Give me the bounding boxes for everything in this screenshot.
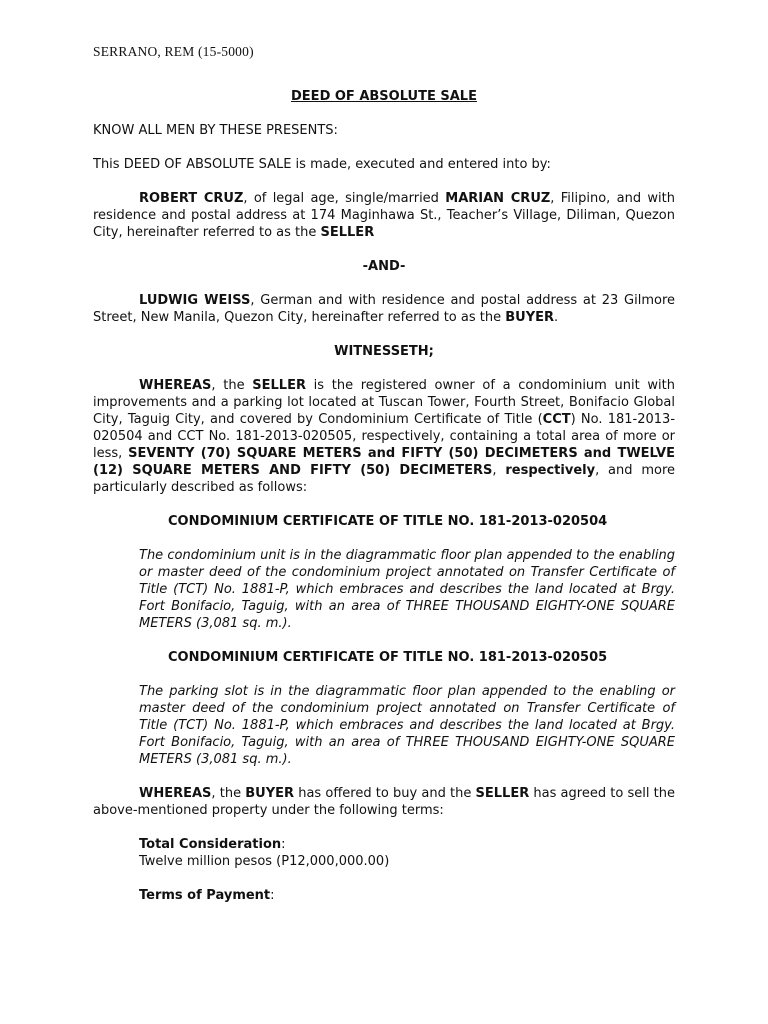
consideration-value: Twelve million pesos (P12,000,000.00) xyxy=(139,854,390,869)
whereas1-text-2: is the registered owner of a condominium unit with improvements and a parking lot located at Tuscan Tower, Fourth Street, Bonifacio Global City, Taguig City, and covered by Condominium Certificate of Title ( xyxy=(93,378,675,427)
whereas1-text-4: , xyxy=(492,463,506,478)
consideration-label-text: Total Consideration xyxy=(139,837,282,852)
whereas2-text-1: , the xyxy=(211,786,246,801)
buyer-name: LUDWIG WEISS xyxy=(139,293,251,308)
and-separator: -AND- xyxy=(362,259,406,274)
cct2-description: The parking slot is in the diagrammatic floor plan appended to the enabling or master deed of the condominium project annotated on Transfer Certificate of Title (TCT) No. 1881-P, which embraces and describes the land located at Brgy. Fort Bonifacio, Taguig, with an area of THREE THOUSAND EIGHTY-ONE SQUARE METERS (3,081 sq. m.). xyxy=(139,684,675,767)
whereas1-text-3: ) No. 181-2013-020504 and CCT No. 181-2013-020505, respectively, containing a total area of more or less, xyxy=(93,412,676,461)
whereas1-text-1: , the xyxy=(211,378,253,393)
seller-name: ROBERT CRUZ xyxy=(139,191,244,206)
buyer-role: BUYER xyxy=(505,310,555,325)
whereas2-keyword: WHEREAS xyxy=(139,786,212,801)
buyer-paragraph xyxy=(93,292,675,326)
seller-paragraph xyxy=(93,190,675,241)
whereas1-cct: CCT xyxy=(542,412,571,427)
whereas1-area: SEVENTY (70) SQUARE METERS and FIFTY (50) DECIMETERS and TWELVE (12) SQUARE METERS AND FIFTY (50) DECIMETERS xyxy=(93,446,675,478)
seller-role: SELLER xyxy=(320,225,375,240)
whereas2-text-3: has agreed to sell the above-mentioned property under the following terms: xyxy=(93,786,675,818)
whereas2-seller: SELLER xyxy=(475,786,530,801)
opening-line: KNOW ALL MEN BY THESE PRESENTS: xyxy=(93,123,338,138)
payment-label xyxy=(139,887,675,904)
whereas-paragraph-1 xyxy=(93,377,675,496)
witnesseth-heading: WITNESSETH; xyxy=(334,344,434,359)
cct1-heading: CONDOMINIUM CERTIFICATE OF TITLE NO. 181-2013-020504 xyxy=(168,514,608,529)
cct2-heading: CONDOMINIUM CERTIFICATE OF TITLE NO. 181-2013-020505 xyxy=(168,650,608,665)
whereas1-seller: SELLER xyxy=(252,378,306,393)
buyer-text-1: , German and with residence and postal address at 23 Gilmore Street, New Manila, Quezon City, hereinafter referred to as the xyxy=(93,293,675,325)
consideration-label xyxy=(139,836,675,853)
whereas1-text-5: , and more particularly described as follows: xyxy=(93,463,676,495)
file-header: SERRANO, REM (15-5000) xyxy=(93,44,254,59)
document-body xyxy=(93,88,675,904)
whereas-keyword: WHEREAS xyxy=(139,378,212,393)
seller-text-2: , Filipino, and with residence and postal address at 174 Maginhawa St., Teacher’s Village, Diliman, Quezon City, hereinafter referred to as the xyxy=(93,191,675,240)
cct1-description: The condominium unit is in the diagrammatic floor plan appended to the enabling or master deed of the condominium project annotated on Transfer Certificate of Title (TCT) No. 1881-P, which embraces and describes the land located at Brgy. Fort Bonifacio, Taguig, with an area of THREE THOUSAND EIGHTY-ONE SQUARE METERS (3,081 sq. m.). xyxy=(139,548,675,631)
whereas-paragraph-2 xyxy=(93,785,675,819)
buyer-text-2: . xyxy=(554,310,559,325)
payment-label-text: Terms of Payment xyxy=(139,888,271,903)
payment-colon: : xyxy=(270,888,275,903)
whereas2-buyer: BUYER xyxy=(245,786,295,801)
whereas2-text-2: has offered to buy and the xyxy=(294,786,476,801)
consideration-colon: : xyxy=(281,837,286,852)
intro-line: This DEED OF ABSOLUTE SALE is made, executed and entered into by: xyxy=(93,157,551,172)
whereas1-respectively: respectively xyxy=(505,463,596,478)
seller-text-1: , of legal age, single/married xyxy=(243,191,446,206)
document-title: DEED OF ABSOLUTE SALE xyxy=(291,89,477,104)
spouse-name: MARIAN CRUZ xyxy=(445,191,551,206)
